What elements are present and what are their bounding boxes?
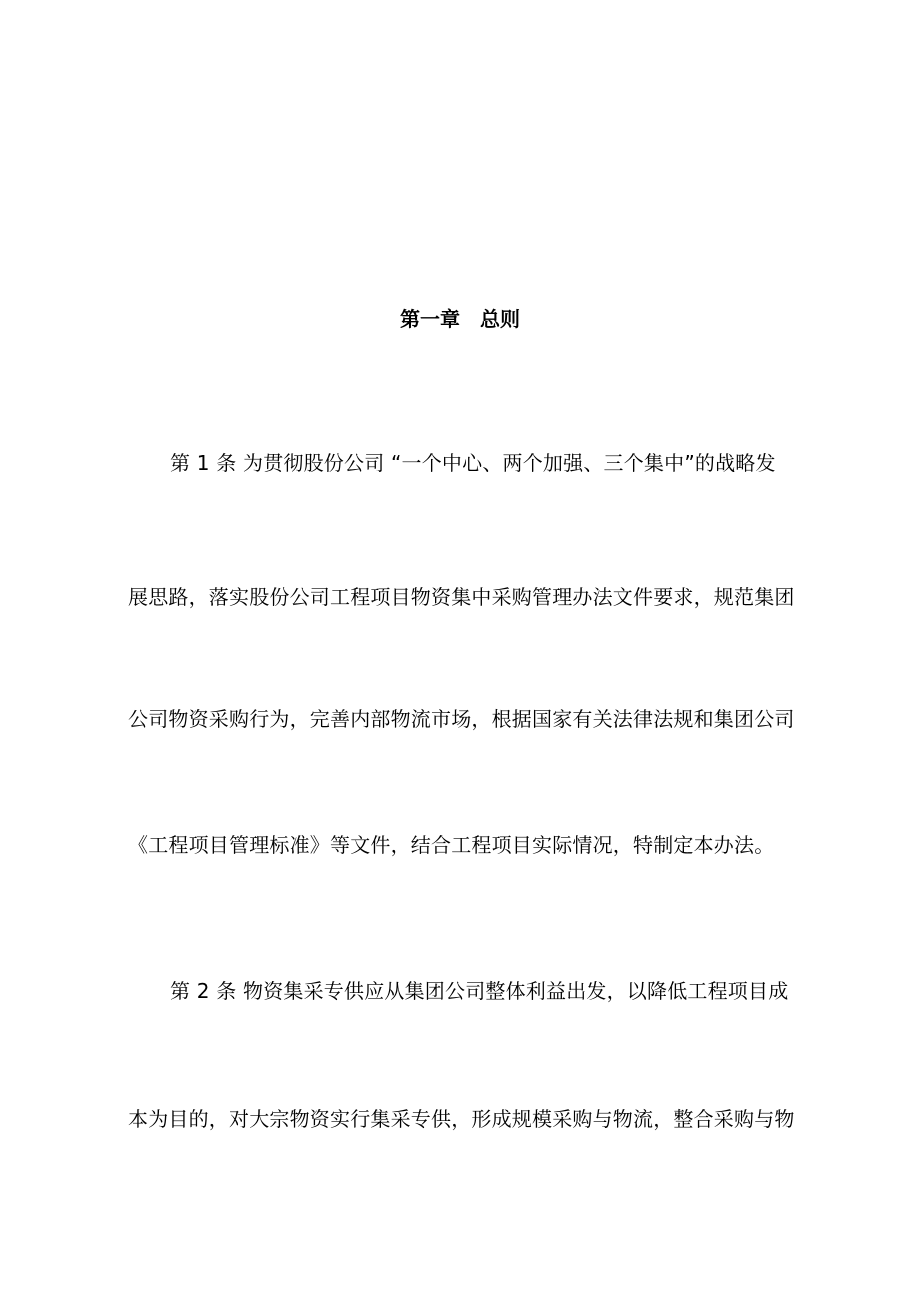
article-1-line-3: 公司物资采购行为，完善内部物流市场，根据国家有关法律法规和集团公司 (128, 707, 795, 731)
article-1-line-1: 第 1 条 为贯彻股份公司 “一个中心、两个加强、三个集中”的战略发 (170, 451, 776, 475)
article-2-line-1: 第 2 条 物资集采专供应从集团公司整体利益出发，以降低工程项目成 (170, 979, 789, 1003)
chapter-title: 第一章 总则 (400, 307, 520, 331)
article-1-line-4: 《工程项目管理标准》等文件，结合工程项目实际情况，特制定本办法。 (128, 833, 775, 857)
article-2-line-2: 本为目的，对大宗物资实行集采专供，形成规模采购与物流，整合采购与物 (128, 1107, 795, 1131)
article-1-line-2: 展思路，落实股份公司工程项目物资集中采购管理办法文件要求，规范集团 (128, 585, 795, 609)
